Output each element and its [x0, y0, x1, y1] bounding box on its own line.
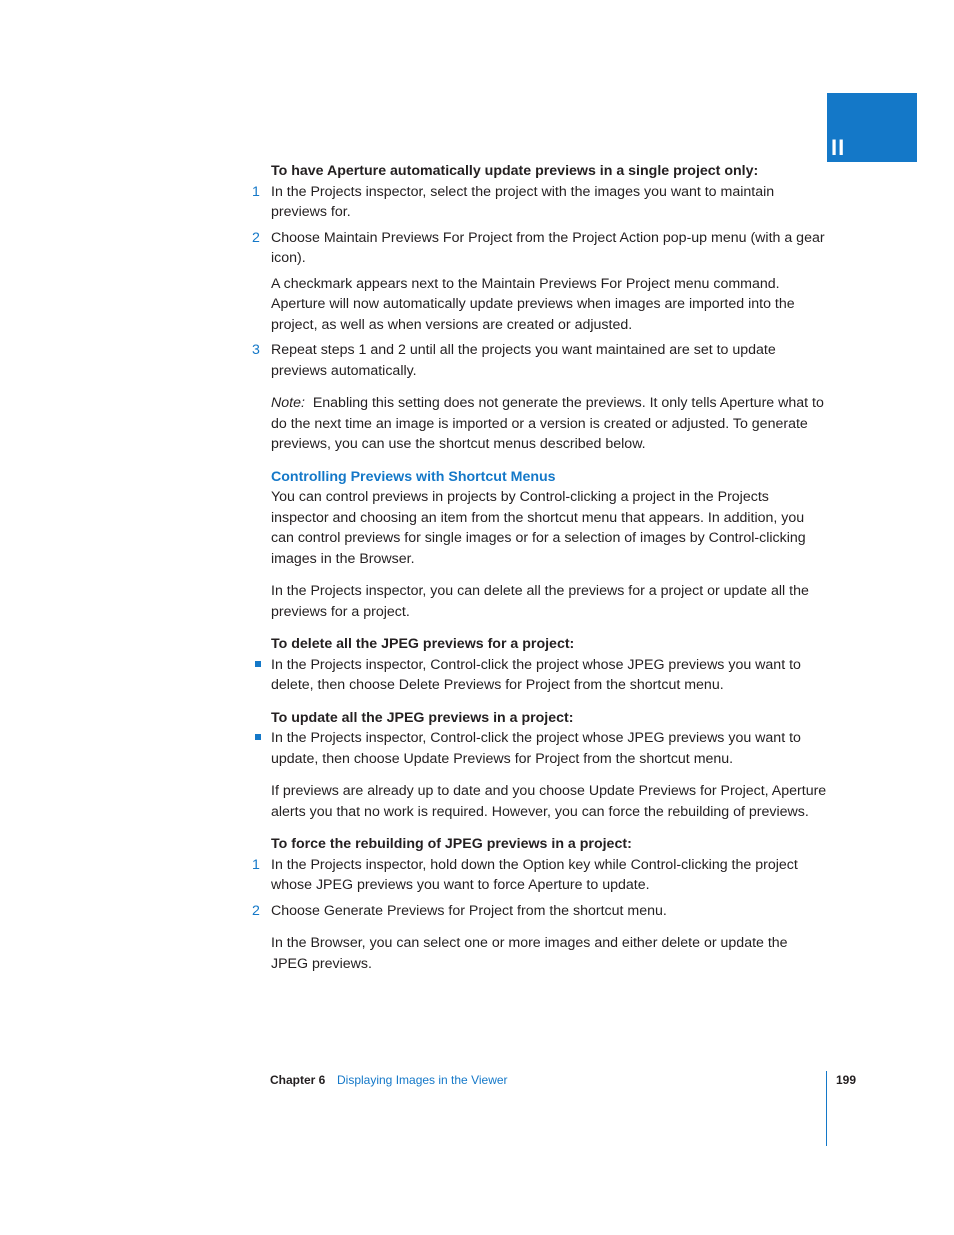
note-paragraph [271, 393, 827, 455]
bullet-update [271, 728, 827, 769]
step-1 [252, 182, 827, 223]
footer-chapter-title[interactable]: Displaying Images in the Viewer [337, 1073, 508, 1087]
step-number: 2 [252, 902, 260, 919]
control-paragraph: You can control previews in projects by Control-clicking a project in the Projects inspector and choosing an item from the shortcut menu that appears. In addition, you can control previews for single images or for a selection of images by Control-clicking images in the Browser. [271, 489, 806, 567]
step-force-2 [252, 901, 827, 922]
task-heading-force: To force the rebuilding of JPEG previews in a project: [271, 836, 632, 852]
step-text: Repeat steps 1 and 2 until all the projects you want maintained are set to update previews automatically. [271, 342, 776, 379]
step-number: 2 [252, 229, 260, 246]
step-force-1 [252, 855, 827, 896]
step-3 [252, 340, 827, 381]
note-text: Enabling this setting does not generate the previews. It only tells Aperture what to do the next time an image is imported or a version is created or adjusted. To generate previews, you can use the shortcut menus described below. [271, 395, 824, 452]
task-heading-delete: To delete all the JPEG previews for a project: [271, 636, 575, 652]
step-text: Choose Generate Previews for Project from the shortcut menu. [271, 902, 667, 919]
delete-all-paragraph: In the Projects inspector, you can delete all the previews for a project or update all the previews for a project. [271, 583, 809, 620]
bullet-text: In the Projects inspector, Control-click the project whose JPEG previews you want to delete, then choose Delete Previews for Project from the shortcut menu. [271, 656, 801, 693]
step-2 [252, 228, 827, 269]
page-content [252, 161, 827, 974]
step-text: In the Projects inspector, select the project with the images you want to maintain previews for. [271, 183, 775, 220]
step-number: 1 [252, 856, 260, 873]
bullet-delete [271, 655, 827, 696]
task-heading-maintain: To have Aperture automatically update previews in a single project only: [271, 163, 759, 179]
bullet-square-icon [255, 734, 261, 740]
step-text: Choose Maintain Previews For Project from the Project Action pop-up menu (with a gear icon). [271, 229, 825, 266]
footer-chapter: Chapter 6 [270, 1073, 326, 1087]
part-tab-label: II [831, 135, 846, 160]
step-text: In the Projects inspector, hold down the Option key while Control-clicking the project whose JPEG previews you want to force Aperture to update. [271, 856, 798, 893]
footer-divider [826, 1071, 827, 1146]
bullet-square-icon [255, 661, 261, 667]
note-label: Note: [271, 395, 305, 411]
part-tab [827, 93, 917, 162]
page-number: 199 [836, 1073, 857, 1087]
bullet-text: In the Projects inspector, Control-click the project whose JPEG previews you want to update, then choose Update Previews for Project from the shortcut menu. [271, 730, 801, 767]
section-heading: Controlling Previews with Shortcut Menus [271, 468, 556, 485]
step-number: 1 [252, 183, 260, 200]
browser-paragraph: In the Browser, you can select one or more images and either delete or update the JPEG previews. [271, 935, 788, 972]
step-number: 3 [252, 342, 260, 358]
task-heading-update: To update all the JPEG previews in a project: [271, 709, 574, 726]
uptodate-paragraph: If previews are already up to date and you choose Update Previews for Project, Aperture alerts you that no work is required. However, you can force the rebuilding of previews. [271, 783, 827, 820]
checkmark-paragraph: A checkmark appears next to the Maintain Previews For Project menu command. Aperture will now automatically update previews when images are imported into the project, as well as when versions are created or adjusted. [271, 275, 795, 333]
